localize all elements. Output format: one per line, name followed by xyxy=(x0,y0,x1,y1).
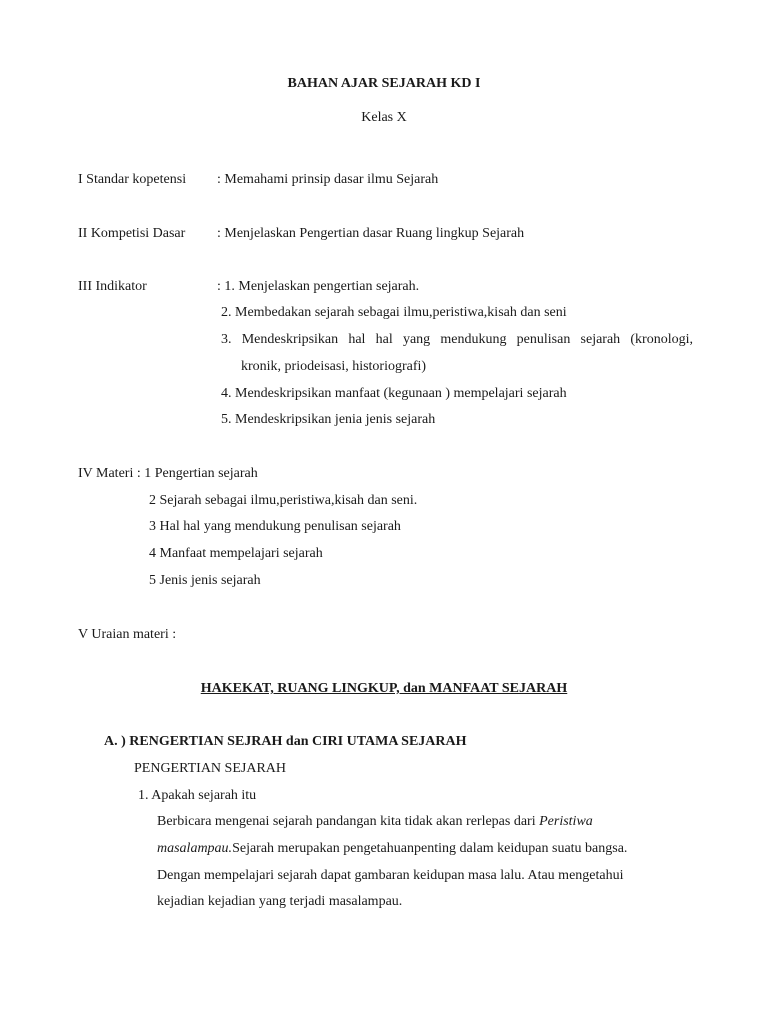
indikator-item-continued: kronik, priodeisasi, historiografi) xyxy=(241,359,427,374)
content-subheading: A. ) RENGERTIAN SEJRAH dan CIRI UTAMA SEJARAH xyxy=(104,734,467,749)
indikator-item: : 1. Menjelaskan pengertian sejarah. xyxy=(217,279,420,294)
paragraph-italic-text: Peristiwa xyxy=(539,814,593,829)
materi-item: 4 Manfaat mempelajari sejarah xyxy=(149,546,323,561)
indikator-item: 5. Mendeskripsikan jenia jenis sejarah xyxy=(221,412,436,427)
materi-label: IV Materi : 1 Pengertian sejarah xyxy=(78,466,258,481)
paragraph-text: Sejarah merupakan pengetahuanpenting dalam keidupan suatu bangsa. xyxy=(232,841,628,856)
materi-item: 5 Jenis jenis sejarah xyxy=(149,573,261,588)
question-heading: 1. Apakah sejarah itu xyxy=(138,788,257,803)
standar-value: : Memahami prinsip dasar ilmu Sejarah xyxy=(217,172,439,187)
paragraph-line: Dengan mempelajari sejarah dapat gambaran keidupan masa lalu. Atau mengetahui xyxy=(157,868,624,883)
document-title: BAHAN AJAR SEJARAH KD I xyxy=(287,76,481,91)
kompetensi-label: II Kompetisi Dasar xyxy=(78,226,186,241)
document-subtitle: Kelas X xyxy=(361,110,407,125)
paragraph-italic-text: masalampau. xyxy=(157,841,233,856)
paragraph-line: kejadian kejadian yang terjadi masalampau. xyxy=(157,894,403,909)
materi-item: 3 Hal hal yang mendukung penulisan sejarah xyxy=(149,519,401,534)
indikator-item: 4. Mendeskripsikan manfaat (kegunaan ) mempelajari sejarah xyxy=(221,386,567,401)
materi-item: 2 Sejarah sebagai ilmu,peristiwa,kisah dan seni. xyxy=(149,493,418,508)
paragraph-text: Berbicara mengenai sejarah pandangan kita tidak akan rerlepas dari xyxy=(157,814,540,829)
indikator-item: 3. Mendeskripsikan hal hal yang mendukung penulisan sejarah (kronologi, xyxy=(221,332,693,347)
content-heading: HAKEKAT, RUANG LINGKUP, dan MANFAAT SEJARAH xyxy=(200,681,568,696)
paragraph-line xyxy=(157,813,593,831)
kompetensi-value: : Menjelaskan Pengertian dasar Ruang lingkup Sejarah xyxy=(217,226,525,241)
uraian-label: V Uraian materi : xyxy=(78,627,177,642)
indikator-item: 2. Membedakan sejarah sebagai ilmu,peristiwa,kisah dan seni xyxy=(221,305,567,320)
section-title: PENGERTIAN SEJARAH xyxy=(134,761,286,776)
standar-label: I Standar kopetensi xyxy=(78,172,187,187)
paragraph-line xyxy=(157,840,627,858)
indikator-label: III Indikator xyxy=(78,279,147,294)
